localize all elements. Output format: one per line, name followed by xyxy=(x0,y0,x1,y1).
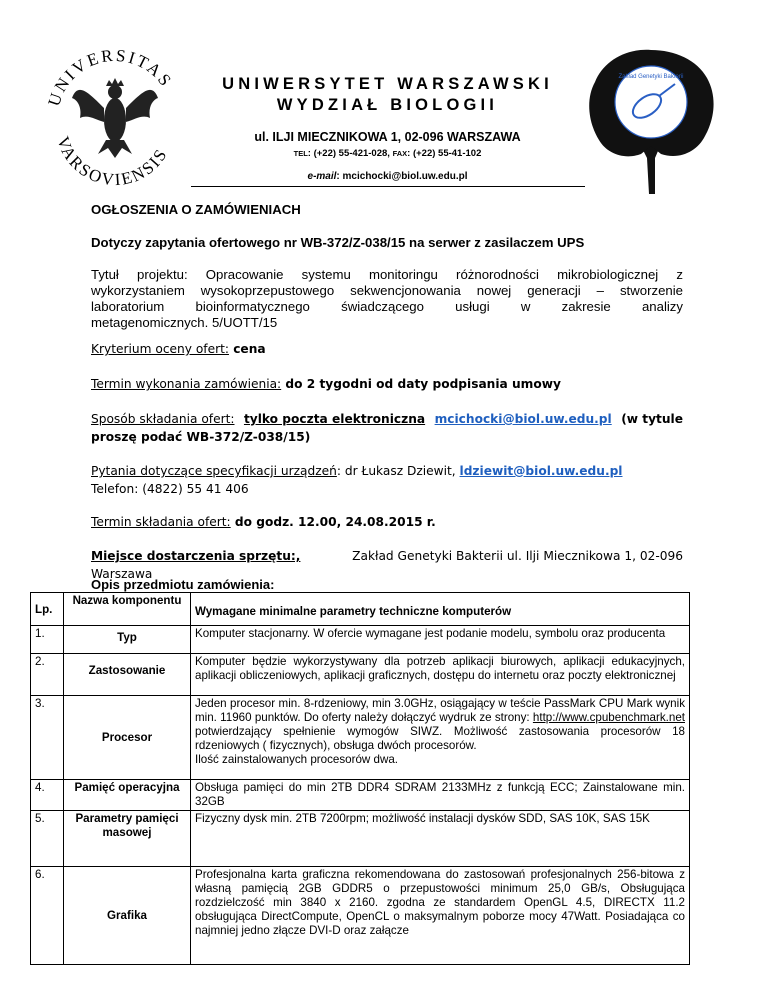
row-lp: 5. xyxy=(31,811,64,867)
project-line-2: wykorzystaniem wysokoprzepustowego sekwencjonowania nowej generacji – stworzenie xyxy=(91,283,683,298)
row-requirements xyxy=(191,696,690,780)
row-name: Typ xyxy=(64,626,191,654)
tel-value: : (+22) 55-421-028, xyxy=(307,148,393,159)
header-divider xyxy=(191,186,585,187)
row-lp: 3. xyxy=(31,696,64,780)
cpubenchmark-link[interactable]: http://www.cpubenchmark.net xyxy=(532,711,685,724)
row-lp: 6. xyxy=(31,867,64,965)
description-title: Opis przedmiotu zamówienia: xyxy=(91,577,275,592)
row-requirements: Komputer stacjonarny. W ofercie wymagane jest podanie modelu, symbolu oraz producenta xyxy=(191,626,690,654)
method-note-2: proszę podać WB-372/Z-038/15) xyxy=(91,430,311,444)
row-name: Procesor xyxy=(64,696,191,780)
header-name: Nazwa komponentu xyxy=(64,593,191,626)
table-row xyxy=(31,811,690,867)
table-row xyxy=(31,626,690,654)
criterion xyxy=(91,340,683,358)
questions xyxy=(91,462,683,498)
university-name: UNIWERSYTET WARSZAWSKI xyxy=(222,75,553,93)
fax-label: FAX xyxy=(392,149,408,158)
university-seal xyxy=(42,48,188,194)
row-requirements: Obsługa pamięci do min 2TB DDR4 SDRAM 2133MHz z funkcją ECC; Zainstalowane min. 32GB xyxy=(191,780,690,811)
req-part-b: potwierdzający spełnienie wymogów SIWZ. Możliwość zastosowania procesorów 18 rdzeniowych ( fizycznych), obsługa dwóch procesorów. xyxy=(195,725,685,752)
deadline-value: do godz. 12.00, 24.08.2015 r. xyxy=(230,515,436,529)
section-title: OGŁOSZENIA O ZAMÓWIENIACH xyxy=(91,202,301,217)
row-name: Parametry pamięci masowej xyxy=(64,811,191,867)
table-header-row xyxy=(31,593,690,626)
table-row xyxy=(31,780,690,811)
email-label: e-mail xyxy=(307,171,337,182)
req-part-a: Jeden procesor min. 8-rdzeniowy, min 3.0GHz, osiągający w teście PassMark CPU Mark wynik min. 11960 punktów. Do oferty należy dołączyć wydruk ze strony: xyxy=(195,697,685,724)
project-line-3: laboratorium bioinformatycznego świadczącego usługi w zakresie analizy xyxy=(91,299,683,314)
table-row xyxy=(31,654,690,696)
project-title xyxy=(91,267,683,331)
method-note-1: (w tytule xyxy=(621,412,683,426)
tel-label: TEL xyxy=(293,149,308,158)
table-row xyxy=(31,867,690,965)
row-requirements: Profesjonalna karta graficzna rekomendowana do zastosowań profesjonalnych 256-bitowa z własną pamięcią 2GB GDDR5 o przepustowości minimum 25,0 GB/s, Obsługująca rozdzielczość min 3840 x 2160. zgodna ze standardem OpenGL 4.5, DIRECTX 11.2 obsługująca DirectCompute, OpenCL o maksymalnym poborze mocy 47Watt. Posiadająca co najmniej jedno złącze DVI-D oraz załącze xyxy=(191,867,690,965)
req-part-c: Ilość zainstalowanych procesorów dwa. xyxy=(195,753,398,766)
deadline-label: Termin składania ofert: xyxy=(91,515,231,529)
execution-term xyxy=(91,375,683,393)
logo-text: Zakład Genetyki Bakterii xyxy=(618,74,684,80)
project-line-1: Tytuł projektu: Opracowanie systemu monitoringu różnorodności mikrobiologicznej z xyxy=(91,267,683,282)
project-line-4: metagenomicznych. 5/UOTT/15 xyxy=(91,315,278,330)
deadline xyxy=(91,513,683,531)
row-requirements: Komputer będzie wykorzystywany dla potrzeb aplikacji biurowych, aplikacji edukacyjnych, aplikacji obliczeniowych, aplikacji graficznych, dostępu do internetu oraz poczty elektronicznej xyxy=(191,654,690,696)
row-requirements: Fizyczny dysk min. 2TB 7200rpm; możliwość instalacji dysków SDD, SAS 10K, SAS 15K xyxy=(191,811,690,867)
table-row xyxy=(31,696,690,780)
seal-text-bottom: VARSOVIENSIS xyxy=(53,134,172,190)
place-value-2: Warszawa xyxy=(91,567,153,581)
email-value: : mcichocki@biol.uw.edu.pl xyxy=(336,171,468,182)
spec-table xyxy=(30,592,690,965)
submission-method xyxy=(91,410,683,446)
fax-value: : (+22) 55-41-102 xyxy=(407,148,482,159)
criterion-value: cena xyxy=(228,342,266,356)
header-requirements: Wymagane minimalne parametry techniczne komputerów xyxy=(191,593,690,626)
questions-value: : dr Łukasz Dziewit, xyxy=(336,464,460,478)
method-label: Sposób składania ofert: xyxy=(91,412,235,426)
faculty-name: WYDZIAŁ BIOLOGII xyxy=(276,96,499,114)
row-lp: 1. xyxy=(31,626,64,654)
phone-line: Telefon: (4822) 55 41 406 xyxy=(91,482,249,496)
header-lp: Lp. xyxy=(31,593,64,626)
place-label: Miejsce dostarczenia sprzętu:, xyxy=(91,549,301,563)
eagle-icon xyxy=(72,78,158,158)
questions-label: Pytania dotyczące specyfikacji urządzeń xyxy=(91,464,337,478)
row-name: Grafika xyxy=(64,867,191,965)
term-value: do 2 tygodni od daty podpisania umowy xyxy=(281,377,561,391)
criterion-label: Kryterium oceny ofert: xyxy=(91,342,229,356)
row-name: Zastosowanie xyxy=(64,654,191,696)
address: ul. ILJI MIECZNIKOWA 1, 02-096 WARSZAWA xyxy=(254,130,521,144)
method-value: tylko poczta elektroniczna xyxy=(243,412,426,426)
method-email-link[interactable]: mcichocki@biol.uw.edu.pl xyxy=(434,412,612,426)
row-name: Pamięć operacyjna xyxy=(64,780,191,811)
phone-fax xyxy=(190,148,585,159)
term-label: Termin wykonania zamówienia: xyxy=(91,377,282,391)
subject-line: Dotyczy zapytania ofertowego nr WB-372/Z-038/15 na serwer z zasilaczem UPS xyxy=(91,235,585,250)
row-lp: 4. xyxy=(31,780,64,811)
header-email xyxy=(190,171,585,182)
questions-email-link[interactable]: ldziewit@biol.uw.edu.pl xyxy=(459,464,623,478)
svg-text:UNIVERSITAS xyxy=(44,48,176,108)
seal-text-top: UNIVERSITAS xyxy=(44,48,177,109)
row-lp: 2. xyxy=(31,654,64,696)
place-value-1: Zakład Genetyki Bakterii ul. Ilji Miecznikowa 1, 02-096 xyxy=(352,549,683,563)
tree-logo xyxy=(585,46,717,196)
